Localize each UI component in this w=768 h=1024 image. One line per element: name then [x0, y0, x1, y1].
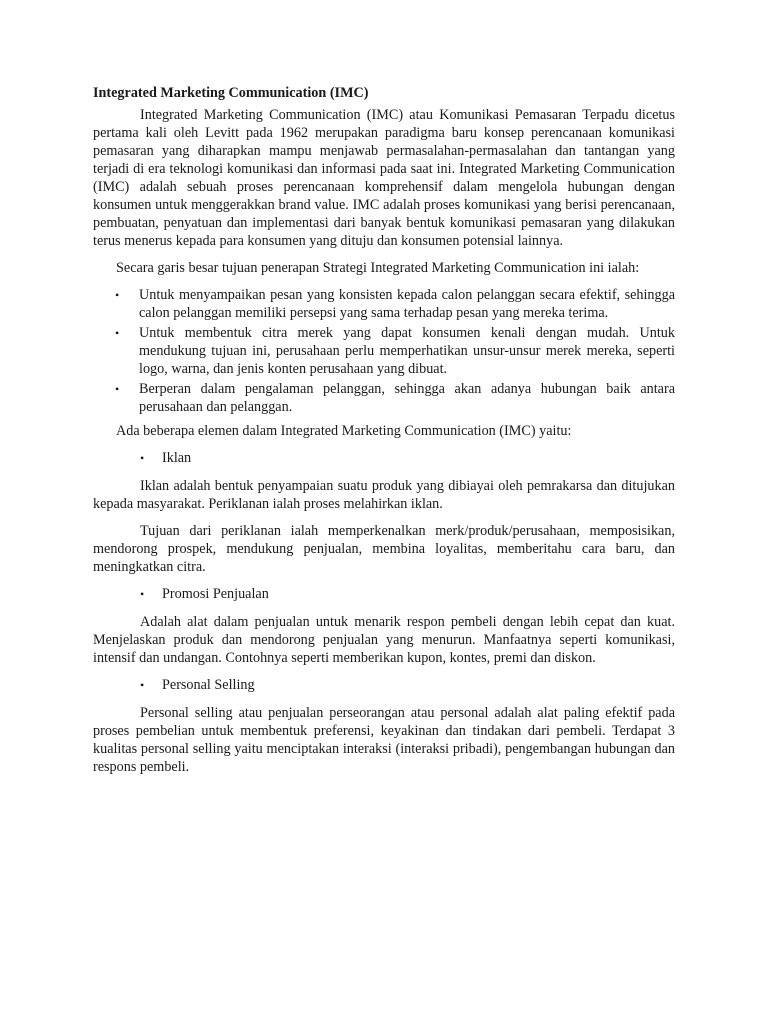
document-title: Integrated Marketing Communication (IMC) — [93, 85, 369, 101]
goals-intro-paragraph: Secara garis besar tujuan penerapan Strategi Integrated Marketing Communication ini ialah: — [116, 260, 640, 276]
goal-text: Berperan dalam pengalaman pelanggan, sehingga akan adanya hubungan baik antara perusahaan dan pelanggan. — [139, 381, 675, 415]
section-paragraph: Adalah alat dalam penjualan untuk menarik respon pembeli dengan lebih cepat dan kuat. Menjelaskan produk dan mendorong penjualan yang menurun. Manfaatnya seperti komunikasi, intensif dan undangan. Contohnya seperti memberikan kupon, kontes, premi dan diskon. — [93, 614, 675, 666]
section-paragraph: Tujuan dari periklanan ialah memperkenalkan merk/produk/perusahaan, memposisikan, mendorong prospek, mendukung penjualan, membina loyalitas, memberitahu cara baru, dan meningkatkan citra. — [93, 523, 675, 575]
section-heading-promosi-penjualan — [93, 585, 675, 603]
section-heading-iklan — [93, 449, 675, 467]
section-heading-label: Personal Selling — [162, 677, 255, 693]
section-paragraph: Iklan adalah bentuk penyampaian suatu produk yang dibiayai oleh pemrakarsa dan ditujukan kepada masyarakat. Periklanan ialah proses melahirkan iklan. — [93, 478, 675, 512]
section-heading-personal-selling — [93, 676, 675, 694]
bullet-icon: • — [140, 587, 145, 601]
document-page — [93, 84, 675, 785]
section-paragraph: Personal selling atau penjualan perseorangan atau personal adalah alat paling efektif pada proses pembelian untuk membentuk preferensi, keyakinan dan tindakan dari pembeli. Terdapat 3 kualitas personal selling yaitu menciptakan interaksi (interaksi pribadi), pengembangan hubungan dan respons pembeli. — [93, 705, 675, 775]
bullet-icon: • — [115, 382, 120, 396]
elements-intro-paragraph: Ada beberapa elemen dalam Integrated Marketing Communication (IMC) yaitu: — [116, 423, 572, 439]
intro-paragraph: Integrated Marketing Communication (IMC) atau Komunikasi Pemasaran Terpadu dicetus pertama kali oleh Levitt pada 1962 merupakan paradigma baru konsep perencanaan komunikasi pemasaran yang diharapkan mampu menjawab permasalahan-permasalahan dan tantangan yang terjadi di era teknologi komunikasi dan informasi pada saat ini. Integrated Marketing Communication (IMC) adalah sebuah proses perencanaan komprehensif dalam mengelola hubungan dengan konsumen untuk menggerakkan brand value. IMC adalah proses komunikasi yang berisi perencanaan, pembuatan, penyatuan dan implementasi dari banyak bentuk komunikasi pemasaran yang dilakukan terus menerus kepada para konsumen yang dituju dan konsumen potensial lainnya. — [93, 107, 675, 249]
goal-list-item — [93, 324, 675, 378]
bullet-icon: • — [115, 326, 120, 340]
goal-list-item — [93, 380, 675, 416]
bullet-icon: • — [115, 288, 120, 302]
section-heading-label: Promosi Penjualan — [162, 586, 269, 602]
goal-list-item — [93, 286, 675, 322]
goals-list — [93, 286, 675, 416]
goal-text: Untuk membentuk citra merek yang dapat konsumen kenali dengan mudah. Untuk mendukung tujuan ini, perusahaan perlu memperhatikan unsur-unsur merek mereka, seperti logo, warna, dan jenis konten perusahaan yang dibuat. — [139, 325, 675, 377]
section-heading-label: Iklan — [162, 450, 192, 466]
goal-text: Untuk menyampaikan pesan yang konsisten kepada calon pelanggan secara efektif, sehingga calon pelanggan memiliki persepsi yang sama terhadap pesan yang mereka terima. — [139, 287, 675, 321]
bullet-icon: • — [140, 678, 145, 692]
bullet-icon: • — [140, 451, 145, 465]
